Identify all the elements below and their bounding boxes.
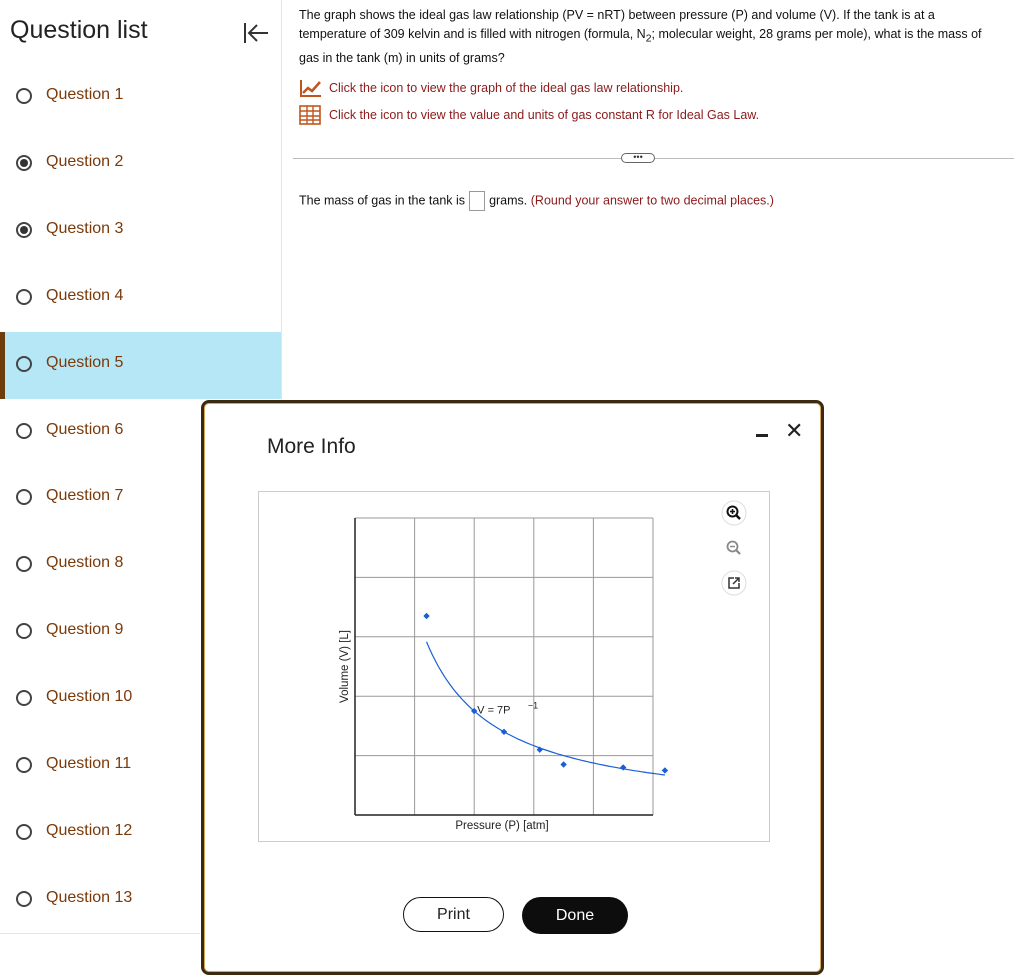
zoom-in-icon [721, 500, 747, 526]
rounding-instruction: (Round your answer to two decimal places.) [530, 193, 774, 208]
answered-radio-icon [16, 222, 32, 238]
ideal-gas-chart [259, 492, 769, 841]
popout-button[interactable] [721, 570, 747, 596]
question-list-item-label: Question 7 [46, 487, 124, 505]
dialog-title: More Info [267, 435, 356, 458]
answered-radio-icon [16, 155, 32, 171]
close-button[interactable] [785, 418, 803, 444]
question-list-item-label: Question 8 [46, 554, 124, 572]
question-list-item-label: Question 11 [46, 755, 132, 772]
equation-annotation: V = 7P [477, 704, 511, 717]
line-chart-icon[interactable] [299, 78, 323, 101]
unanswered-radio-icon [16, 489, 32, 505]
question-list-item[interactable] [0, 198, 281, 265]
unanswered-radio-icon [16, 556, 32, 572]
answer-suffix: grams. [489, 193, 528, 208]
question-list-item-label: Question 5 [46, 353, 124, 371]
graph-link-text[interactable]: Click the icon to view the graph of the ideal gas law relationship. [329, 81, 684, 95]
question-list-item-label: Question 6 [46, 420, 124, 438]
collapse-left-icon [240, 18, 272, 48]
zoom-out-icon [721, 535, 747, 561]
unanswered-radio-icon [16, 690, 32, 706]
question-list-item[interactable] [0, 64, 281, 131]
unanswered-radio-icon [16, 423, 32, 439]
data-point [501, 729, 507, 735]
question-list-item-label: Question 9 [46, 621, 124, 639]
question-list-item-label: Question 4 [46, 286, 124, 304]
unanswered-radio-icon [16, 824, 32, 840]
equation-exponent: −1 [527, 700, 539, 711]
data-point [423, 613, 429, 619]
expand-more-button[interactable]: ••• [621, 153, 655, 163]
answer-input[interactable] [469, 191, 485, 211]
unanswered-radio-icon [16, 289, 32, 305]
minimize-icon [756, 434, 768, 437]
table-icon[interactable] [299, 105, 321, 128]
done-button[interactable]: Done [522, 897, 628, 934]
sidebar-divider [0, 933, 200, 934]
question-list-item-label: Question 2 [46, 152, 124, 170]
graph-frame [258, 491, 770, 842]
minimize-button[interactable] [755, 430, 771, 442]
prompt-subscript: 2 [645, 33, 652, 44]
close-icon: ✕ [785, 418, 804, 443]
gas-constant-link-text[interactable]: Click the icon to view the value and units of gas constant R for Ideal Gas Law. [329, 108, 760, 122]
print-button[interactable]: Print [403, 897, 504, 932]
unanswered-radio-icon [16, 356, 32, 372]
unanswered-radio-icon [16, 88, 32, 104]
question-list-item[interactable] [0, 131, 281, 198]
fit-curve [427, 642, 665, 775]
y-axis-label: Volume (V) [L] [339, 630, 351, 703]
question-list-item-label: Question 12 [46, 821, 133, 839]
question-list-item-label: Question 13 [46, 888, 133, 906]
question-list-item[interactable] [0, 332, 281, 399]
unanswered-radio-icon [16, 623, 32, 639]
prompt-text-continued: ; molecular weight, 28 grams per mole), what is the mass of gas in the tank (m) in units of grams? [299, 26, 982, 65]
x-axis-label: Pressure (P) [atm] [455, 820, 549, 832]
zoom-out-button[interactable] [721, 535, 747, 561]
zoom-in-button[interactable] [721, 500, 747, 526]
answer-line [299, 191, 774, 211]
answer-prefix: The mass of gas in the tank is [299, 193, 466, 208]
unanswered-radio-icon [16, 891, 32, 907]
more-info-dialog [201, 400, 824, 975]
external-link-icon [721, 570, 747, 596]
data-point [560, 761, 566, 767]
question-list-item-label: Question 10 [46, 688, 133, 706]
question-list-item-label: Question 1 [46, 86, 124, 103]
question-list-item[interactable] [0, 265, 281, 332]
collapse-sidebar-button[interactable] [240, 18, 272, 48]
question-list-title: Question list [10, 16, 148, 44]
unanswered-radio-icon [16, 757, 32, 773]
prompt-text: The graph shows the ideal gas law relationship (PV = nRT) between pressure (P) and volume (V). If the tank is at a temperature of 309 kelvin and is filled with nitrogen (formula, N [299, 8, 935, 41]
question-prompt [299, 6, 1004, 67]
data-point [662, 767, 668, 773]
question-list-item-label: Question 3 [46, 219, 124, 237]
